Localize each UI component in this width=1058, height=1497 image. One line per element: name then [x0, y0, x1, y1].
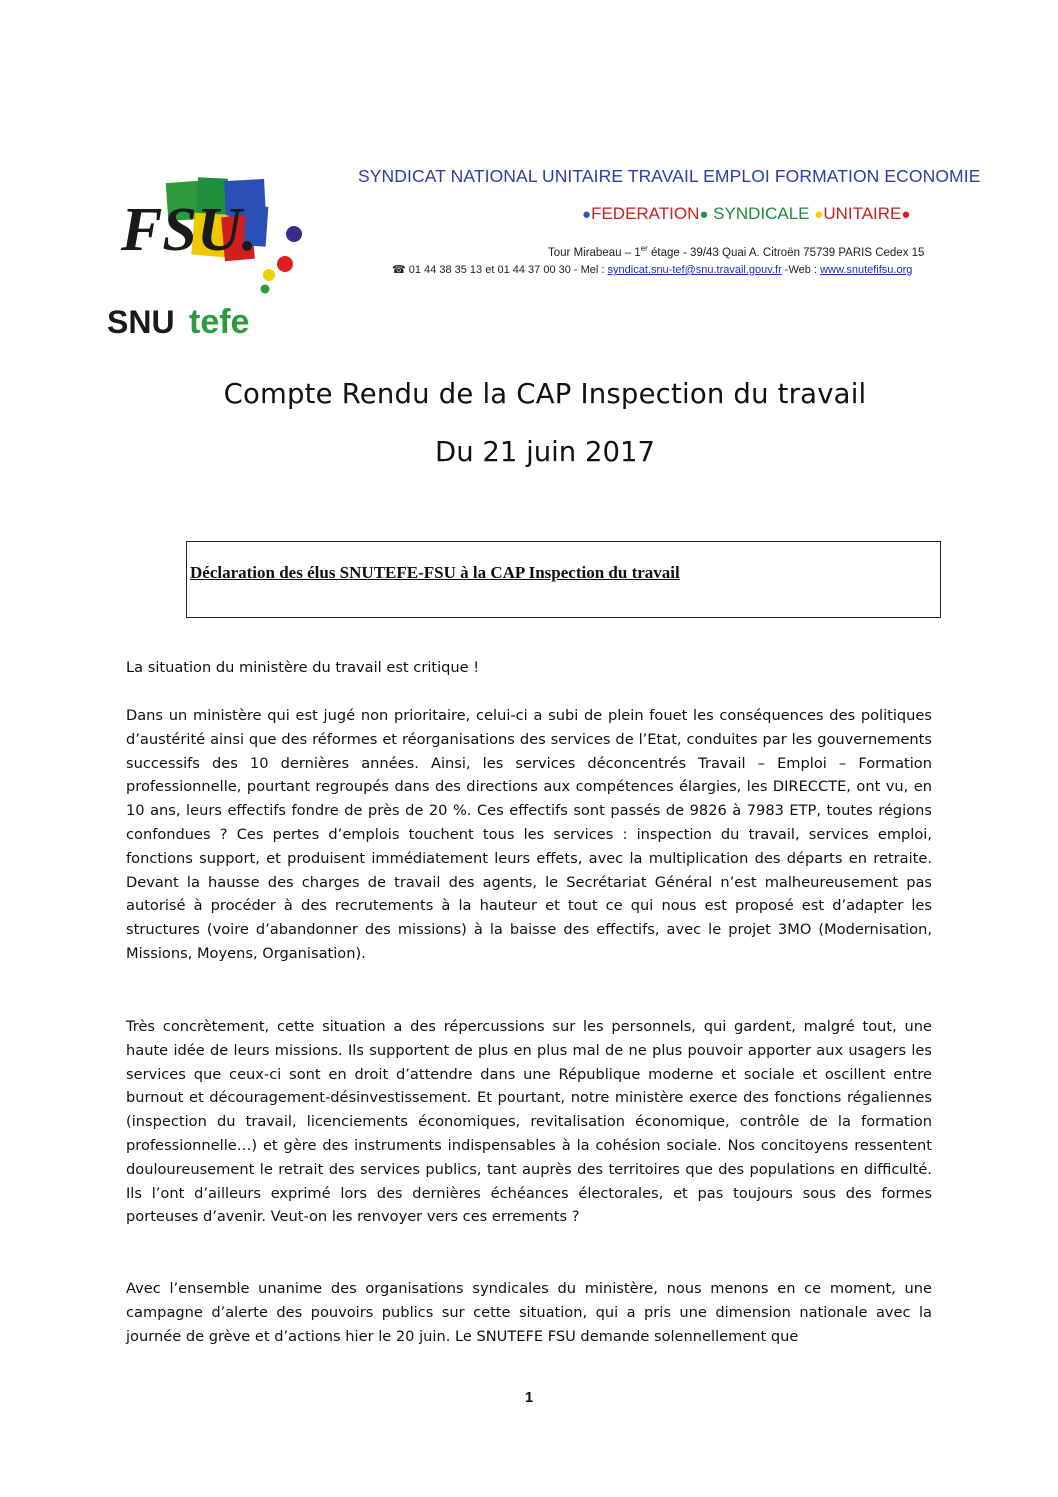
contact-line	[392, 263, 912, 276]
yellow-dot-icon: ●	[814, 206, 824, 223]
logo-tefe-text: tefe	[189, 303, 250, 341]
address-part1: Tour Mirabeau – 1	[548, 246, 641, 259]
body-paragraph-2: Très concrètement, cette situation a des répercussions sur les personnels, qui gardent, malgré tout, une haute idée de leurs missions. Ils supportent de plus en plus mal de ne plus pouvoir apporter aux usagers les services que ceux-ci sont en droit d’attendre dans une République moderne et sociale et oscillent entre burnout et découragement-désinvestissement. Et pourtant, notre ministère exerce des fonctions régaliennes (inspection du travail, licenciements économiques, revitalisation économique, contrôle de la formation professionnelle…) et gère des instruments indispensables à la cohésion sociale. Nos concitoyens ressentent douloureusement le retrait des services publics, tant auprès des territoires que des populations en difficulté. Ils l’ont d’ailleurs exprimé lors des dernières échéances électorales, et pas toujours sous des formes porteuses d’avenir. Veut-on les renvoyer vers ces errements ?	[126, 1018, 932, 1226]
fsu-snutefe-logo	[105, 176, 310, 341]
syndicat-name: SYNDICAT NATIONAL UNITAIRE TRAVAIL EMPLOI FORMATION ECONOMIE	[358, 166, 981, 186]
logo-snu-text: SNU	[107, 304, 175, 340]
address-superscript: er	[640, 244, 648, 253]
website-link[interactable]: www.snutefifsu.org	[820, 264, 913, 276]
blue-dot-icon: ●	[582, 206, 592, 223]
green-dot-icon: ●	[699, 206, 709, 223]
postal-address	[548, 244, 924, 259]
body-paragraph-3: Avec l’ensemble unanime des organisations syndicales du ministère, nous menons en ce moment, une campagne d’alerte des pouvoirs publics sur cette situation, qui a pris une dimension nationale avec la journée de grève et d’actions hier le 20 juin. Le SNUTEFE FSU demande solennellement que	[126, 1280, 932, 1345]
syndicale-word: SYNDICALE	[708, 204, 815, 223]
document-date: Du 21 juin 2017	[435, 436, 655, 468]
phone-numbers: 01 44 38 35 13 et 01 44 37 00 30 - Mel :	[405, 264, 608, 276]
body-paragraph-1: Dans un ministère qui est jugé non prioritaire, celui-ci a subi de plein fouet les conséquences des politiques d’austérité ainsi que des réformes et réorganisations des services de l’Etat, conduites par les gouvernements successifs des 10 dernières années. Ainsi, les services déconcentrés Travail – Emploi – Formation professionnelle, pourtant regroupés dans des directions aux compétences élargies, les DIRECCTE, ont vu, en 10 ans, leurs effectifs fondre de près de 20 %. Ces effectifs sont passés de 9826 à 7983 ETP, toutes régions confondues ? Ces pertes d’emplois touchent tous les services : inspection du travail, services emploi, fonctions support, et produisent immédiatement leurs effets, avec la multiplication des départs en retraite. Devant la hausse des charges de travail des agents, le Secrétariat Général n’est malheureusement pas autorisé à procéder à des recrutements à la hauteur et tout ce qui nous est proposé est d’adapter les structures (voire d’abandonner des missions) à la baisse des effectifs, avec le projet 3MO (Modernisation, Missions, Moyens, Organisation).	[126, 707, 932, 962]
intro-paragraph: La situation du ministère du travail est critique !	[126, 659, 480, 676]
unitaire-word: UNITAIRE	[823, 204, 902, 223]
declaration-box	[186, 541, 941, 618]
federation-line	[582, 204, 910, 224]
federation-word: FEDERATION	[591, 204, 700, 223]
document-title: Compte Rendu de la CAP Inspection du travail	[223, 378, 867, 410]
declaration-heading: Déclaration des élus SNUTEFE-FSU à la CAP Inspection du travail	[190, 563, 680, 582]
page-number: 1	[524, 1389, 534, 1406]
address-part2: étage - 39/43 Quai A. Citroën 75739 PARIS Cedex 15	[647, 246, 925, 259]
red-dot-icon: ●	[901, 206, 911, 223]
phone-icon: ☎	[392, 264, 406, 276]
logo-fsu-text: FSU.	[121, 196, 258, 264]
email-link[interactable]: syndicat.snu-tef@snu.travail.gouv.fr	[607, 264, 782, 276]
web-label: -Web :	[781, 264, 821, 276]
